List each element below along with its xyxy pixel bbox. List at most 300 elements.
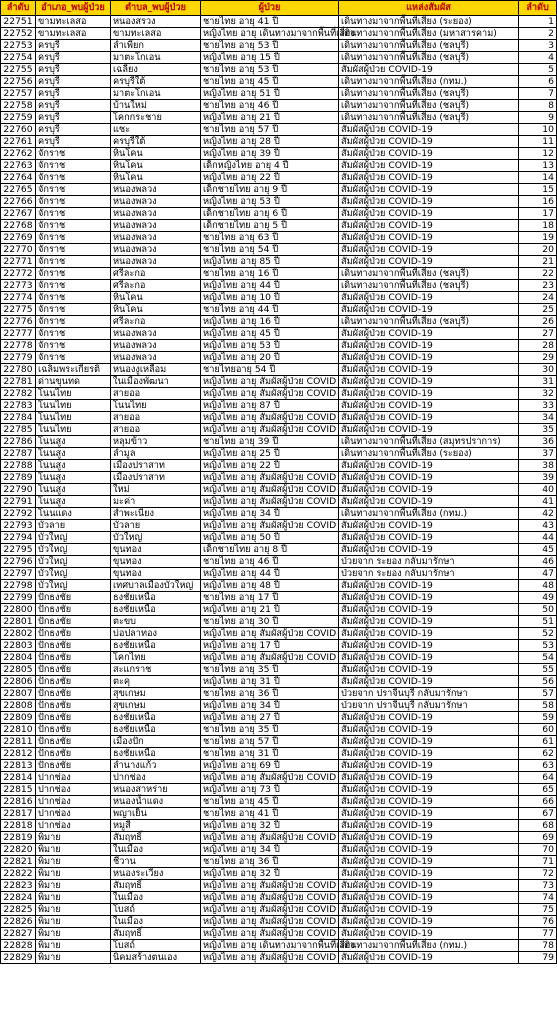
table-row	[1, 364, 557, 376]
cell-district: บัวใหญ่	[36, 556, 111, 568]
cell-contact-source: สัมผัสผู้ป่วย COVID-19	[339, 292, 519, 304]
cell-seq-no: 33	[519, 400, 557, 412]
cell-patient: ชายไทย อายุ 53 ปี	[201, 64, 339, 76]
cell-seq-no: 54	[519, 652, 557, 664]
cell-seq-no: 70	[519, 844, 557, 856]
cell-district: จักราช	[36, 244, 111, 256]
cell-seq-no: 26	[519, 316, 557, 328]
table-row	[1, 16, 557, 28]
table-row	[1, 232, 557, 244]
cell-subdistrict: หลุมข้าว	[111, 436, 201, 448]
cell-district: ปักธงชัย	[36, 616, 111, 628]
cell-subdistrict: โนนไทย	[111, 400, 201, 412]
cell-seq-no: 55	[519, 664, 557, 676]
cell-contact-source: สัมผัสผู้ป่วย COVID-19	[339, 220, 519, 232]
cell-case-no: 22800	[1, 604, 36, 616]
cell-patient: หญิงไทย อายุ สัมผัสผู้ป่วย COVID	[201, 472, 339, 484]
cell-patient: ชายไทย อายุ 30 ปี	[201, 616, 339, 628]
cell-contact-source: สัมผัสผู้ป่วย COVID-19	[339, 496, 519, 508]
cell-district: พิมาย	[36, 832, 111, 844]
cell-district: ครบุรี	[36, 40, 111, 52]
cell-patient: หญิงไทย อายุ 20 ปี	[201, 352, 339, 364]
cell-patient: หญิงไทย อายุ 27 ปี	[201, 712, 339, 724]
cell-case-no: 22799	[1, 592, 36, 604]
cell-contact-source: ป่วยจาก ระยอง กลับมารักษา	[339, 568, 519, 580]
cell-subdistrict: หนองพลวง	[111, 196, 201, 208]
cell-district: จักราช	[36, 280, 111, 292]
table-row	[1, 328, 557, 340]
cell-case-no: 22756	[1, 76, 36, 88]
cell-district: พิมาย	[36, 916, 111, 928]
cell-case-no: 22786	[1, 436, 36, 448]
table-row	[1, 748, 557, 760]
cell-contact-source: สัมผัสผู้ป่วย COVID-19	[339, 232, 519, 244]
cell-seq-no: 60	[519, 724, 557, 736]
table-row	[1, 820, 557, 832]
cell-seq-no: 49	[519, 592, 557, 604]
cell-contact-source: สัมผัสผู้ป่วย COVID-19	[339, 892, 519, 904]
table-row	[1, 580, 557, 592]
cell-patient: หญิงไทย อายุ 22 ปี	[201, 460, 339, 472]
cell-case-no: 22751	[1, 16, 36, 28]
cell-patient: ชายไทย อายุ 41 ปี	[201, 16, 339, 28]
cell-contact-source: เดินทางมาจากพื้นที่เสี่ยง (ชลบุรี)	[339, 40, 519, 52]
table-row	[1, 316, 557, 328]
cell-case-no: 22785	[1, 424, 36, 436]
cell-seq-no: 48	[519, 580, 557, 592]
cell-patient: ชายไทย อายุ 63 ปี	[201, 232, 339, 244]
cell-patient: ชายไทย อายุ 36 ปี	[201, 856, 339, 868]
cell-case-no: 22781	[1, 376, 36, 388]
cell-case-no: 22829	[1, 952, 36, 964]
cell-contact-source: สัมผัสผู้ป่วย COVID-19	[339, 844, 519, 856]
cell-case-no: 22782	[1, 388, 36, 400]
cell-seq-no: 30	[519, 364, 557, 376]
cell-seq-no: 41	[519, 496, 557, 508]
cell-seq-no: 73	[519, 880, 557, 892]
table-row	[1, 208, 557, 220]
cell-district: พิมาย	[36, 856, 111, 868]
cell-district: จักราช	[36, 256, 111, 268]
cell-patient: ชายไทย อายุ 31 ปี	[201, 748, 339, 760]
cell-case-no: 22809	[1, 712, 36, 724]
cell-patient: หญิงไทย อายุ 34 ปี	[201, 700, 339, 712]
cell-patient: ชายไทย อายุ 45 ปี	[201, 76, 339, 88]
cell-seq-no: 72	[519, 868, 557, 880]
table-row	[1, 640, 557, 652]
cell-subdistrict: ศรีละกอ	[111, 316, 201, 328]
cell-subdistrict: หนองพลวง	[111, 232, 201, 244]
cell-contact-source: สัมผัสผู้ป่วย COVID-19	[339, 136, 519, 148]
table-row	[1, 508, 557, 520]
cell-contact-source: เดินทางมาจากพื้นที่เสี่ยง (สมุทรปราการ)	[339, 436, 519, 448]
cell-case-no: 22791	[1, 496, 36, 508]
cell-case-no: 22752	[1, 28, 36, 40]
header-contact: แหล่งสัมผัส	[339, 1, 519, 16]
table-row	[1, 376, 557, 388]
cell-patient: หญิงไทย อายุ 34 ปี	[201, 508, 339, 520]
cell-subdistrict: สะแกราช	[111, 664, 201, 676]
cell-patient: เด็กชายไทย อายุ 8 ปี	[201, 544, 339, 556]
cell-subdistrict: ใหม่	[111, 484, 201, 496]
cell-district: บัวใหญ่	[36, 544, 111, 556]
cell-seq-no: 44	[519, 532, 557, 544]
cell-case-no: 22822	[1, 868, 36, 880]
cell-subdistrict: ตะคุ	[111, 676, 201, 688]
cell-contact-source: สัมผัสผู้ป่วย COVID-19	[339, 880, 519, 892]
table-row	[1, 244, 557, 256]
cell-case-no: 22770	[1, 244, 36, 256]
cell-case-no: 22761	[1, 136, 36, 148]
cell-case-no: 22819	[1, 832, 36, 844]
cell-contact-source: เดินทางมาจากพื้นที่เสี่ยง (ระยอง)	[339, 448, 519, 460]
cell-contact-source: เดินทางมาจากพื้นที่เสี่ยง (มหาสารคาม)	[339, 28, 519, 40]
cell-case-no: 22765	[1, 184, 36, 196]
table-row	[1, 64, 557, 76]
table-row	[1, 556, 557, 568]
cell-subdistrict: สัมฤทธิ์	[111, 832, 201, 844]
cell-district: โนนไทย	[36, 388, 111, 400]
cell-subdistrict: บ่อปลาทอง	[111, 628, 201, 640]
cell-contact-source: เดินทางมาจากพื้นที่เสี่ยง (ชลบุรี)	[339, 100, 519, 112]
cell-subdistrict: หนองพลวง	[111, 220, 201, 232]
cell-contact-source: สัมผัสผู้ป่วย COVID-19	[339, 364, 519, 376]
cell-patient: หญิงไทย อายุ 51 ปี	[201, 88, 339, 100]
cell-district: จักราช	[36, 340, 111, 352]
cell-subdistrict: หนองพลวง	[111, 208, 201, 220]
cell-contact-source: เดินทางมาจากพื้นที่เสี่ยง (ชลบุรี)	[339, 280, 519, 292]
cell-subdistrict: ขามทะเลสอ	[111, 28, 201, 40]
cell-case-no: 22776	[1, 316, 36, 328]
cell-contact-source: สัมผัสผู้ป่วย COVID-19	[339, 652, 519, 664]
cell-case-no: 22762	[1, 148, 36, 160]
cell-patient: หญิงไทย อายุ สัมผัสผู้ป่วย COVID	[201, 628, 339, 640]
cell-patient: หญิงไทย อายุ 17 ปี	[201, 640, 339, 652]
cell-case-no: 22801	[1, 616, 36, 628]
cell-district: จักราช	[36, 304, 111, 316]
cell-patient: ชายไทย อายุ 57 ปี	[201, 736, 339, 748]
cell-district: จักราช	[36, 232, 111, 244]
cell-case-no: 22768	[1, 220, 36, 232]
table-row	[1, 688, 557, 700]
cell-subdistrict: ลำมูล	[111, 448, 201, 460]
cell-district: บัวลาย	[36, 520, 111, 532]
cell-district: พิมาย	[36, 928, 111, 940]
cell-subdistrict: หนองน้ำแดง	[111, 796, 201, 808]
cell-district: ปักธงชัย	[36, 640, 111, 652]
cell-seq-no: 40	[519, 484, 557, 496]
cell-case-no: 22802	[1, 628, 36, 640]
header-patient: ผู้ป่วย	[201, 1, 339, 16]
cell-subdistrict: ธงชัยเหนือ	[111, 724, 201, 736]
cell-district: ปักธงชัย	[36, 628, 111, 640]
cell-contact-source: สัมผัสผู้ป่วย COVID-19	[339, 388, 519, 400]
cell-patient: หญิงไทย อายุ 45 ปี	[201, 328, 339, 340]
cell-seq-no: 22	[519, 268, 557, 280]
table-row	[1, 772, 557, 784]
cell-case-no: 22783	[1, 400, 36, 412]
cell-subdistrict: เมืองปราสาท	[111, 460, 201, 472]
cell-patient: หญิงไทย อายุ 32 ปี	[201, 820, 339, 832]
cell-case-no: 22758	[1, 100, 36, 112]
cell-district: เฉลิมพระเกียรติ	[36, 364, 111, 376]
header-no: ลำดับ	[1, 1, 36, 16]
cell-seq-no: 56	[519, 676, 557, 688]
cell-seq-no: 58	[519, 700, 557, 712]
cell-contact-source: สัมผัสผู้ป่วย COVID-19	[339, 532, 519, 544]
cell-subdistrict: ในเมืองพัฒนา	[111, 376, 201, 388]
header-row	[1, 1, 557, 16]
cell-case-no: 22821	[1, 856, 36, 868]
cell-patient: หญิงไทย อายุ สัมผัสผู้ป่วย COVID	[201, 376, 339, 388]
cell-patient: หญิงไทย อายุ สัมผัสผู้ป่วย COVID	[201, 916, 339, 928]
cell-subdistrict: ขุนทอง	[111, 556, 201, 568]
cell-seq-no: 66	[519, 796, 557, 808]
cell-seq-no: 34	[519, 412, 557, 424]
cell-contact-source: สัมผัสผู้ป่วย COVID-19	[339, 736, 519, 748]
cell-case-no: 22827	[1, 928, 36, 940]
table-row	[1, 940, 557, 952]
cell-subdistrict: หนองสาหร่าย	[111, 784, 201, 796]
cell-contact-source: สัมผัสผู้ป่วย COVID-19	[339, 640, 519, 652]
cell-seq-no: 50	[519, 604, 557, 616]
cell-patient: ชายไทย อายุ 46 ปี	[201, 100, 339, 112]
cell-district: ครบุรี	[36, 124, 111, 136]
cell-seq-no: 7	[519, 88, 557, 100]
cell-patient: ชายไทย อายุ 46 ปี	[201, 556, 339, 568]
cell-subdistrict: มาตะโกเอน	[111, 88, 201, 100]
cell-case-no: 22804	[1, 652, 36, 664]
table-row	[1, 184, 557, 196]
cell-district: จักราช	[36, 208, 111, 220]
cell-patient: เด็กหญิงไทย อายุ 4 ปี	[201, 160, 339, 172]
cell-seq-no: 68	[519, 820, 557, 832]
cell-district: ครบุรี	[36, 112, 111, 124]
cell-district: จักราช	[36, 292, 111, 304]
cell-contact-source: สัมผัสผู้ป่วย COVID-19	[339, 748, 519, 760]
cell-case-no: 22763	[1, 160, 36, 172]
table-row	[1, 808, 557, 820]
cell-case-no: 22780	[1, 364, 36, 376]
cell-subdistrict: หนองสรวง	[111, 16, 201, 28]
cell-subdistrict: หนองพลวง	[111, 184, 201, 196]
table-row	[1, 676, 557, 688]
cell-seq-no: 59	[519, 712, 557, 724]
cell-contact-source: สัมผัสผู้ป่วย COVID-19	[339, 412, 519, 424]
cell-seq-no: 78	[519, 940, 557, 952]
cell-case-no: 22772	[1, 268, 36, 280]
cell-seq-no: 2	[519, 28, 557, 40]
table-row	[1, 400, 557, 412]
table-row	[1, 496, 557, 508]
cell-patient: หญิงไทย อายุ สัมผัสผู้ป่วย COVID	[201, 904, 339, 916]
cell-district: ปักธงชัย	[36, 652, 111, 664]
table-row	[1, 880, 557, 892]
cell-contact-source: สัมผัสผู้ป่วย COVID-19	[339, 424, 519, 436]
cell-patient: หญิงไทย อายุ 44 ปี	[201, 568, 339, 580]
cell-seq-no: 53	[519, 640, 557, 652]
cell-district: โนนสูง	[36, 460, 111, 472]
cell-district: โนนสูง	[36, 436, 111, 448]
cell-subdistrict: ธงชัยเหนือ	[111, 604, 201, 616]
cell-contact-source: สัมผัสผู้ป่วย COVID-19	[339, 832, 519, 844]
table-row	[1, 928, 557, 940]
cell-contact-source: เดินทางมาจากพื้นที่เสี่ยง (ชลบุรี)	[339, 316, 519, 328]
cell-case-no: 22757	[1, 88, 36, 100]
cell-case-no: 22810	[1, 724, 36, 736]
cell-patient: ชายไทย อายุ 44 ปี	[201, 304, 339, 316]
cell-seq-no: 18	[519, 220, 557, 232]
cell-subdistrict: ศรีละกอ	[111, 268, 201, 280]
cell-contact-source: สัมผัสผู้ป่วย COVID-19	[339, 172, 519, 184]
cell-patient: ชายไทย อายุ 35 ปี	[201, 664, 339, 676]
table-row	[1, 784, 557, 796]
cell-seq-no: 8	[519, 100, 557, 112]
cell-patient: หญิงไทย อายุ 16 ปี	[201, 316, 339, 328]
cell-case-no: 22820	[1, 844, 36, 856]
cell-patient: หญิงไทย อายุ 48 ปี	[201, 580, 339, 592]
cell-district: พิมาย	[36, 880, 111, 892]
cell-contact-source: สัมผัสผู้ป่วย COVID-19	[339, 184, 519, 196]
cell-subdistrict: ธงชัยเหนือ	[111, 748, 201, 760]
cell-patient: ชายไทยอายุ 54 ปี	[201, 364, 339, 376]
table-row	[1, 712, 557, 724]
cell-district: บัวใหญ่	[36, 568, 111, 580]
cell-patient: หญิงไทย อายุ 34 ปี	[201, 844, 339, 856]
cell-seq-no: 51	[519, 616, 557, 628]
cell-seq-no: 35	[519, 424, 557, 436]
cell-district: ครบุรี	[36, 52, 111, 64]
table-row	[1, 544, 557, 556]
table-row	[1, 796, 557, 808]
cell-district: ครบุรี	[36, 64, 111, 76]
cell-subdistrict: พญาเย็น	[111, 808, 201, 820]
cell-subdistrict: สัมฤทธิ์	[111, 880, 201, 892]
cell-seq-no: 9	[519, 112, 557, 124]
cell-district: ปักธงชัย	[36, 592, 111, 604]
cell-case-no: 22771	[1, 256, 36, 268]
cell-patient: หญิงไทย อายุ 21 ปี	[201, 112, 339, 124]
cell-case-no: 22789	[1, 472, 36, 484]
cell-contact-source: สัมผัสผู้ป่วย COVID-19	[339, 808, 519, 820]
cell-patient: ชายไทย อายุ 57 ปี	[201, 124, 339, 136]
cell-contact-source: สัมผัสผู้ป่วย COVID-19	[339, 868, 519, 880]
cell-subdistrict: หินโคน	[111, 292, 201, 304]
cell-case-no: 22798	[1, 580, 36, 592]
cell-subdistrict: ชีวาน	[111, 856, 201, 868]
table-row	[1, 844, 557, 856]
cell-contact-source: สัมผัสผู้ป่วย COVID-19	[339, 604, 519, 616]
cell-district: ปักธงชัย	[36, 724, 111, 736]
cell-patient: ชายไทย อายุ 53 ปี	[201, 40, 339, 52]
cell-seq-no: 14	[519, 172, 557, 184]
cell-subdistrict: สุขเกษม	[111, 700, 201, 712]
cell-seq-no: 63	[519, 760, 557, 772]
cell-patient: หญิงไทย อายุ สัมผัสผู้ป่วย COVID	[201, 880, 339, 892]
cell-contact-source: สัมผัสผู้ป่วย COVID-19	[339, 676, 519, 688]
cell-district: จักราช	[36, 352, 111, 364]
cell-subdistrict: หนองพลวง	[111, 352, 201, 364]
table-row	[1, 112, 557, 124]
cell-patient: หญิงไทย อายุ สัมผัสผู้ป่วย COVID	[201, 424, 339, 436]
cell-case-no: 22793	[1, 520, 36, 532]
table-row	[1, 856, 557, 868]
cell-patient: หญิงไทย อายุ 73 ปี	[201, 784, 339, 796]
cell-patient: หญิงไทย อายุ 32 ปี	[201, 868, 339, 880]
cell-patient: ชายไทย อายุ 17 ปี	[201, 592, 339, 604]
cell-subdistrict: สายออ	[111, 424, 201, 436]
cell-contact-source: สัมผัสผู้ป่วย COVID-19	[339, 328, 519, 340]
cell-case-no: 22812	[1, 748, 36, 760]
cell-contact-source: สัมผัสผู้ป่วย COVID-19	[339, 484, 519, 496]
cell-district: ครบุรี	[36, 76, 111, 88]
cell-contact-source: สัมผัสผู้ป่วย COVID-19	[339, 544, 519, 556]
cell-seq-no: 71	[519, 856, 557, 868]
table-row	[1, 292, 557, 304]
cell-contact-source: สัมผัสผู้ป่วย COVID-19	[339, 304, 519, 316]
cell-contact-source: สัมผัสผู้ป่วย COVID-19	[339, 952, 519, 964]
cell-subdistrict: บ้านใหม่	[111, 100, 201, 112]
cell-district: พิมาย	[36, 892, 111, 904]
cell-contact-source: สัมผัสผู้ป่วย COVID-19	[339, 160, 519, 172]
cell-case-no: 22826	[1, 916, 36, 928]
cell-subdistrict: บัวลาย	[111, 520, 201, 532]
cell-case-no: 22818	[1, 820, 36, 832]
cell-patient: หญิงไทย อายุ 50 ปี	[201, 532, 339, 544]
cell-district: โนนสูง	[36, 496, 111, 508]
table-row	[1, 424, 557, 436]
cell-seq-no: 23	[519, 280, 557, 292]
cell-subdistrict: มะค่า	[111, 496, 201, 508]
table-row	[1, 268, 557, 280]
cell-contact-source: สัมผัสผู้ป่วย COVID-19	[339, 592, 519, 604]
cell-district: จักราช	[36, 172, 111, 184]
cell-patient: หญิงไทย อายุ 85 ปี	[201, 256, 339, 268]
table-row	[1, 52, 557, 64]
table-row	[1, 568, 557, 580]
cell-case-no: 22794	[1, 532, 36, 544]
table-row	[1, 340, 557, 352]
cell-patient: ชายไทย อายุ 35 ปี	[201, 724, 339, 736]
cell-case-no: 22754	[1, 52, 36, 64]
table-row	[1, 304, 557, 316]
cell-seq-no: 43	[519, 520, 557, 532]
cell-case-no: 22797	[1, 568, 36, 580]
cell-district: พิมาย	[36, 952, 111, 964]
table-row	[1, 724, 557, 736]
cell-subdistrict: ตะขบ	[111, 616, 201, 628]
cell-patient: เด็กชายไทย อายุ 6 ปี	[201, 208, 339, 220]
cell-contact-source: เดินทางมาจากพื้นที่เสี่ยง (ชลบุรี)	[339, 52, 519, 64]
cell-patient: หญิงไทย อายุ 53 ปี	[201, 196, 339, 208]
cell-district: พิมาย	[36, 868, 111, 880]
cell-patient: ชายไทย อายุ 41 ปี	[201, 808, 339, 820]
table-row	[1, 124, 557, 136]
cell-subdistrict: สำพะเนียง	[111, 508, 201, 520]
cell-seq-no: 77	[519, 928, 557, 940]
cell-contact-source: สัมผัสผู้ป่วย COVID-19	[339, 352, 519, 364]
cell-contact-source: สัมผัสผู้ป่วย COVID-19	[339, 124, 519, 136]
cell-district: ปักธงชัย	[36, 664, 111, 676]
cell-district: ปากช่อง	[36, 808, 111, 820]
cell-contact-source: สัมผัสผู้ป่วย COVID-19	[339, 64, 519, 76]
cell-subdistrict: ปากช่อง	[111, 772, 201, 784]
cell-seq-no: 75	[519, 904, 557, 916]
cell-seq-no: 79	[519, 952, 557, 964]
cell-subdistrict: ในเมือง	[111, 892, 201, 904]
cell-district: โนนไทย	[36, 424, 111, 436]
cell-contact-source: สัมผัสผู้ป่วย COVID-19	[339, 904, 519, 916]
